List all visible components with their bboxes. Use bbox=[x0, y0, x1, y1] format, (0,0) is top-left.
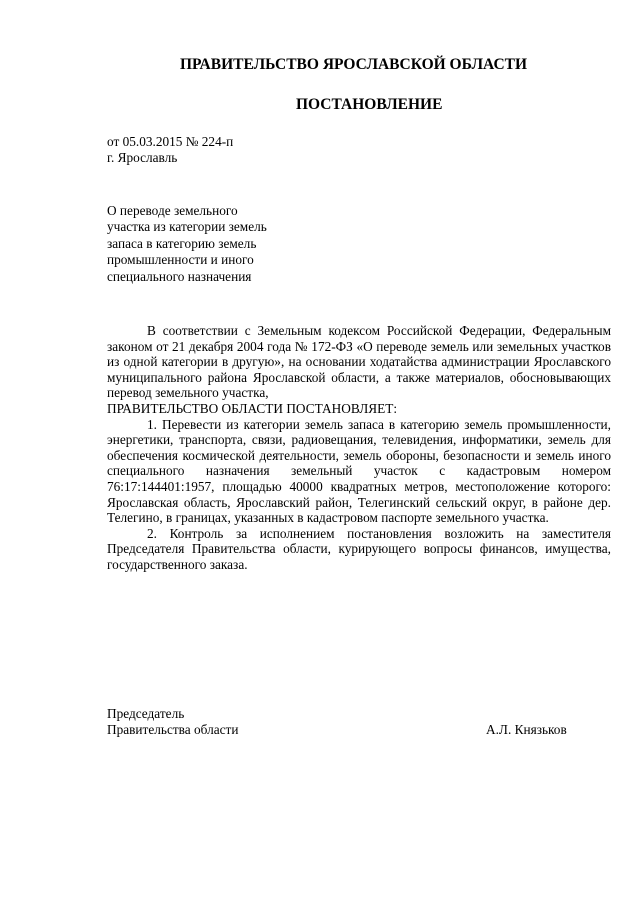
subject-line: специального назначения bbox=[107, 268, 252, 284]
document-type-title: ПОСТАНОВЛЕНИЕ bbox=[296, 96, 443, 113]
signature-position-line2: Правительства области bbox=[107, 722, 239, 737]
preamble-paragraph: В соответствии с Земельным кодексом Российской Федерации, Федеральным законом от 21 декабря 2004 года № 172-ФЗ «О переводе земель или земельных участков из одной категории в другую», на основании ходатайства администрации Ярославского муниципального района Ярославской области, а также материалов, обосновывающих перевод земельного участка, bbox=[107, 323, 611, 401]
item-1-paragraph: 1. Перевести из категории земель запаса в категорию земель промышленности, энергетики, транспорта, связи, радиовещания, телевидения, информатики, земель для обеспечения космической деятельности, земель обороны, безопасности и земель иного специального назначения земельный участок с кадастровым номером 76:17:144401:1957, площадью 40000 квадратных метров, местоположение которого: Ярославская область, Ярославский район, Телегинский сельский округ, в районе дер. Телегино, в границах, указанных в кадастровом паспорте земельного участка. bbox=[107, 416, 611, 526]
subject-line: О переводе земельного bbox=[107, 203, 238, 218]
subject-line: запаса в категорию земель bbox=[107, 235, 257, 251]
body-text bbox=[107, 323, 611, 573]
organization-title: ПРАВИТЕЛЬСТВО ЯРОСЛАВСКОЙ ОБЛАСТИ bbox=[180, 56, 528, 73]
date-number: от 05.03.2015 № 224-п bbox=[107, 134, 234, 149]
item-2-paragraph: 2. Контроль за исполнением постановления возложить на заместителя Председателя Правительства области, курирующего вопросы финансов, имущества, государственного заказа. bbox=[107, 525, 611, 572]
subject-line: промышленности и иного bbox=[107, 252, 254, 268]
signature-position-line1: Председатель bbox=[107, 706, 185, 721]
subject-block bbox=[107, 203, 267, 285]
signature-name: А.Л. Князьков bbox=[486, 722, 567, 737]
subject-line: участка из категории земель bbox=[107, 219, 267, 235]
place: г. Ярославль bbox=[107, 150, 178, 165]
resolves-heading: ПРАВИТЕЛЬСТВО ОБЛАСТИ ПОСТАНОВЛЯЕТ: bbox=[107, 400, 398, 416]
